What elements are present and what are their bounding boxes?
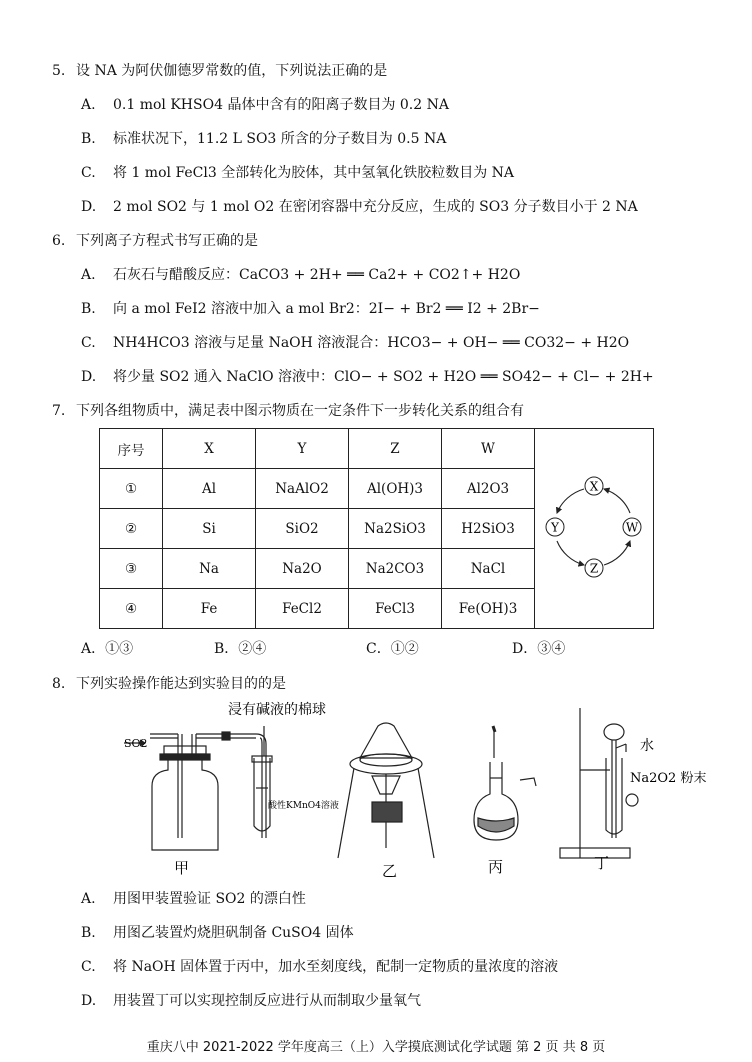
apparatus-bing (474, 726, 536, 840)
q8-number: 8. (52, 676, 66, 692)
q8-apparatus-figure (110, 698, 707, 880)
cycle-diagram (535, 467, 653, 587)
table-cell: Si (163, 509, 256, 549)
table-cell: Na (163, 549, 256, 589)
q7-stem-text: 下列各组物质中，满足表中图示物质在一定条件下一步转化关系的组合有 (76, 403, 524, 419)
table-cell: Na2O (256, 549, 349, 589)
q7-stem (52, 402, 524, 420)
q7-choice-d: D．③④ (512, 641, 566, 657)
table-cell: Al2O3 (442, 469, 535, 509)
page-footer: 重庆八中 2021-2022 学年度高三（上）入学摸底测试化学试题 第 2 页 共 8 页 (146, 1040, 606, 1055)
label-so2: SO2 (124, 737, 148, 750)
q5-number: 5. (52, 63, 66, 79)
q5-option-d: D. 2 mol SO2 与 1 mol O2 在密闭容器中充分反应，生成的 SO3 分子数目小于 2 NA (81, 199, 638, 215)
header-cell: 序号 (100, 429, 163, 469)
arrow-y-to-z (557, 541, 584, 565)
table-cell: Al(OH)3 (349, 469, 442, 509)
arrow-w-to-x (604, 489, 630, 513)
q5-option-b: B. 标准状况下，11.2 L SO3 所含的分子数目为 0.5 NA (81, 131, 447, 147)
q5-stem (52, 62, 387, 80)
node-y-label: Y (551, 520, 559, 534)
label-yi: 乙 (382, 862, 398, 880)
arrow-x-to-y (557, 489, 584, 513)
q5-stem-text: 设 NA 为阿伏伽德罗常数的值，下列说法正确的是 (76, 63, 388, 79)
label-jia: 甲 (174, 859, 190, 877)
q8-stem (52, 675, 286, 693)
q8-option-b: B. 用图乙装置灼烧胆矾制备 CuSO4 固体 (81, 925, 354, 941)
table-cell: NaAlO2 (256, 469, 349, 509)
q7-number: 7. (52, 403, 66, 419)
q6-number: 6. (52, 233, 66, 249)
q6-stem (52, 232, 258, 250)
q7-choice-a: A．①③ (81, 641, 134, 657)
table-cell: Na2CO3 (349, 549, 442, 589)
table-cell: H2SiO3 (442, 509, 535, 549)
node-z-label: Z (589, 561, 599, 575)
q8-option-d: D. 用装置丁可以实现控制反应进行从而制取少量氧气 (81, 993, 421, 1009)
node-w-label: W (625, 520, 639, 534)
label-kmno4: 酸性KMnO4溶液 (268, 801, 339, 811)
header-cell: X (163, 429, 256, 469)
header-cell: Y (256, 429, 349, 469)
table-cell: ② (100, 509, 163, 549)
q7-choice-c: C．①② (366, 641, 419, 657)
table-cell: Na2SiO3 (349, 509, 442, 549)
table-cell: ① (100, 469, 163, 509)
table-cell: ④ (100, 589, 163, 629)
table-cell: FeCl2 (256, 589, 349, 629)
label-na2o2: Na2O2 粉末 (630, 771, 707, 786)
q8-option-c: C. 将 NaOH 固体置于丙中，加水至刻度线，配制一定物质的量浓度的溶液 (81, 959, 559, 975)
arrow-z-to-w (604, 541, 630, 565)
table-cell: SiO2 (256, 509, 349, 549)
q6-stem-text: 下列离子方程式书写正确的是 (76, 233, 258, 249)
q5-option-a: A. 0.1 mol KHSO4 晶体中含有的阳离子数目为 0.2 NA (81, 97, 449, 113)
table-cell: Fe (163, 589, 256, 629)
q6-option-b: B. 向 a mol FeI2 溶液中加入 a mol Br2：2I− + Br2 ══ I2 + 2Br− (81, 301, 540, 317)
q6-option-c: C. NH4HCO3 溶液与足量 NaOH 溶液混合：HCO3− + OH− ══ CO32− + H2O (81, 335, 630, 351)
header-cell: W (442, 429, 535, 469)
table-cell: NaCl (442, 549, 535, 589)
q8-option-a: A. 用图甲装置验证 SO2 的漂白性 (81, 891, 306, 907)
q6-option-a: A. 石灰石与醋酸反应：CaCO3 + 2H+ ══ Ca2+ + CO2↑+ H2O (81, 267, 521, 283)
label-water: 水 (640, 738, 654, 754)
table-cell: Al (163, 469, 256, 509)
label-cotton: 浸有碱液的棉球 (228, 702, 326, 718)
cycle-diagram-cell (535, 429, 654, 629)
label-ding: 丁 (594, 854, 610, 872)
q5-option-c: C. 将 1 mol FeCl3 全部转化为胶体，其中氢氧化铁胶粒数目为 NA (81, 165, 515, 181)
table-cell: Fe(OH)3 (442, 589, 535, 629)
header-cell: Z (349, 429, 442, 469)
q8-stem-text: 下列实验操作能达到实验目的的是 (76, 676, 286, 692)
table-cell: FeCl3 (349, 589, 442, 629)
apparatus-yi (338, 723, 434, 858)
q6-option-d: D. 将少量 SO2 通入 NaClO 溶液中：ClO− + SO2 + H2O ══ SO42− + Cl− + 2H+ (81, 369, 654, 385)
label-bing: 丙 (488, 858, 504, 876)
apparatus-ding (560, 708, 638, 858)
table-header-row (100, 429, 654, 469)
node-x-label: X (589, 479, 599, 493)
q7-choice-b: B．②④ (214, 641, 267, 657)
q7-table (99, 428, 654, 629)
table-cell: ③ (100, 549, 163, 589)
